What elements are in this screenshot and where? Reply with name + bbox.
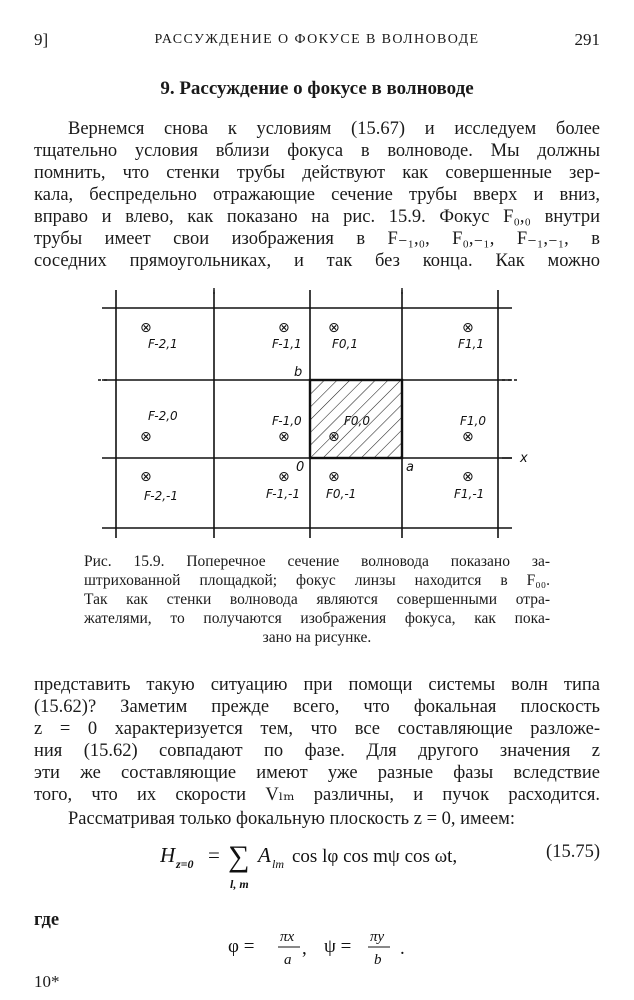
svg-text:b: b [374,952,382,968]
caption-line: зано на рисунке. [262,629,372,646]
text-line: кала, беспредельно отражающие сечение трубы вверх и вниз, [34,185,600,205]
text-line: помнить, что стенки трубы действуют как совершенные зер- [34,163,600,183]
focus-marker: ⊗ [278,320,290,336]
svg-text:lm: lm [272,857,284,871]
equation-number: (15.75) [546,842,600,862]
printer-signature: 10* [34,972,60,991]
section-number: 9] [34,30,49,49]
svg-text:ψ =: ψ = [324,936,352,957]
text-line: вправо и влево, как показано на рис. 15.9. Фокус F₀,₀ внутри [34,207,600,227]
svg-text:a: a [284,952,292,968]
svg-text:πx: πx [280,929,295,945]
focus-marker: ⊗ [328,469,340,485]
image-label: F-2,-1 [144,489,178,503]
focus-marker: ⊗ [462,320,474,336]
where-label: где [34,910,60,930]
svg-text:.: . [400,938,405,959]
text-line: представить такую ситуацию при помощи системы волн типа [34,675,600,695]
focus-marker: ⊗ [462,429,474,445]
svg-text:,: , [302,938,307,959]
image-label: F0,1 [332,337,358,351]
text-line: трубы имеет свои изображения в F₋₁,₀, F₀,₋₁, F₋₁,₋₁, в [34,229,600,249]
focus-marker: ⊗ [278,429,290,445]
image-label: F1,-1 [454,487,485,501]
focus-marker: ⊗ [140,469,152,485]
image-label: F0,0 [344,414,370,428]
focus-marker: ⊗ [140,429,152,445]
equation-phi-psi [228,924,428,972]
svg-text:∑: ∑ [228,840,250,873]
equation-15-75 [160,836,490,896]
text-line: эти же составляющие имеют уже разные фазы вследствие [34,763,600,783]
svg-text:H: H [160,843,176,867]
svg-text:πy: πy [370,929,385,945]
paragraph-2 [34,674,600,806]
corner-label-b: b [294,365,303,380]
focus-marker: ⊗ [328,429,340,445]
image-label: F-1,0 [272,414,302,428]
caption-line: Рис. 15.9. Поперечное сечение волновода показано за- [84,553,550,570]
figure-15-9 [98,288,530,540]
figure-caption [84,552,550,647]
svg-text:A: A [258,843,271,867]
svg-text:l, m: l, m [230,877,249,891]
focus-marker: ⊗ [140,320,152,336]
page-number: 291 [574,30,600,49]
svg-text:=: = [208,843,220,867]
image-label: F-2,1 [148,337,178,351]
running-title: РАССУЖДЕНИЕ О ФОКУСЕ В ВОЛНОВОДЕ [154,32,480,47]
svg-text:cos lφ cos mψ cos ωt,: cos lφ cos mψ cos ωt, [292,846,458,867]
text-line: Рассматривая только фокальную плоскость z = 0, имеем: [68,809,515,829]
corner-label-o: 0 [296,460,305,475]
image-label: F-1,-1 [266,487,300,501]
corner-label-a: a [406,460,414,475]
text-line: z = 0 характеризуется тем, что все составляющие разложе- [34,719,600,739]
image-label: F-1,1 [272,337,302,351]
text-line: Вернемся снова к условиям (15.67) и исследуем более [68,119,600,139]
caption-line: жателями, то получаются изображения фокуса, как пока- [84,610,550,627]
text-line: (15.62)? Заметим прежде всего, что фокальная плоскость [34,697,600,717]
image-label: F1,1 [458,337,484,351]
caption-line: Так как стенки волновода являются совершенными отра- [84,591,550,608]
image-label: F-2,0 [148,409,178,423]
running-header [34,30,600,54]
focus-marker: ⊗ [278,469,290,485]
paragraph-1 [34,118,600,272]
text-line: тщательно условия вблизи фокуса в волноводе. Мы должны [34,141,600,161]
paragraph-3 [34,808,600,830]
image-label: F0,-1 [326,487,357,501]
focus-marker: ⊗ [328,320,340,336]
image-label: F1,0 [460,414,486,428]
svg-text:z=0: z=0 [176,857,194,871]
text-line: ния (15.62) совпадают по фазе. Для другого значения z [34,741,600,761]
caption-line: штрихованной площадкой; фокус линзы находится в F₀₀. [84,572,550,589]
axis-label-x: x [520,451,528,466]
section-title: 9. Рассуждение о фокусе в волноводе [160,78,474,99]
svg-text:φ =: φ = [228,936,255,957]
focus-marker: ⊗ [462,469,474,485]
text-line: соседних прямоугольниках, и так без конца. Как можно [34,251,600,271]
text-line: того, что их скорости Vₗₘ различны, и пучок расходится. [34,785,600,805]
